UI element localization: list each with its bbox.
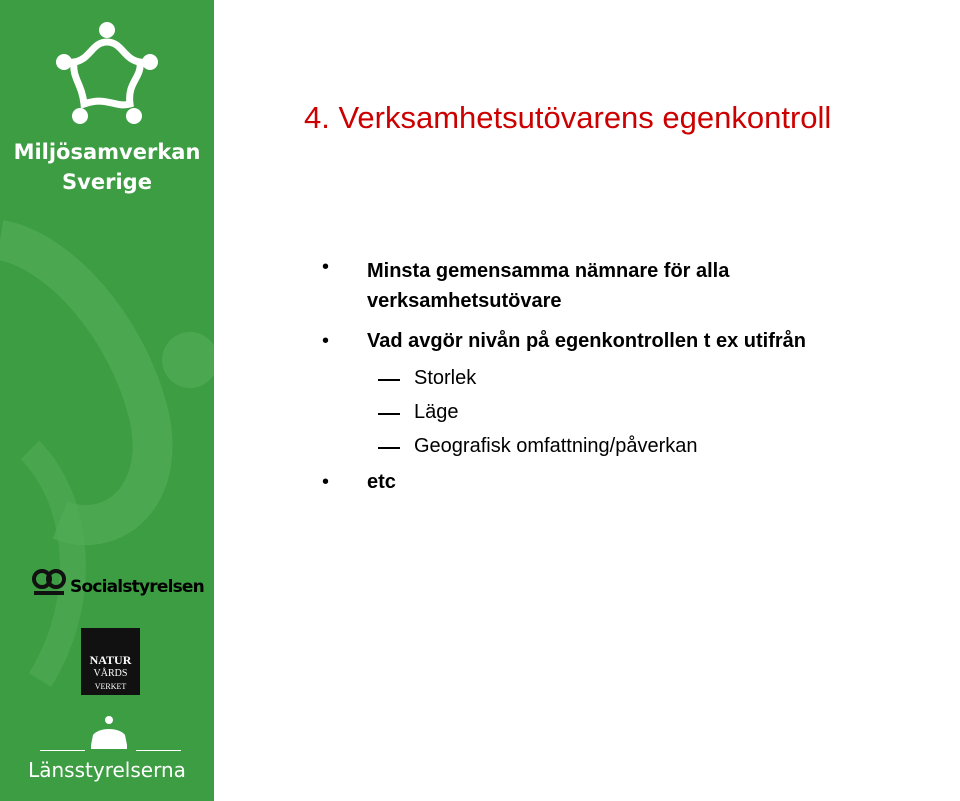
bullet-icon: • (322, 256, 330, 278)
flower-logo-icon (52, 20, 162, 130)
dash-icon (378, 379, 400, 381)
sub-item-text: Geografisk omfattning/påverkan (414, 435, 698, 457)
bullet-text: Minsta gemensamma nämnare för alla (367, 260, 730, 282)
org-name-line2: Sverige (62, 170, 152, 194)
bullet-icon: • (322, 471, 330, 493)
sub-item-text: Storlek (414, 367, 477, 389)
slide-title: 4. Verksamhetsutövarens egenkontroll (304, 100, 832, 135)
crown-icon (87, 715, 131, 749)
sidebar (0, 0, 214, 801)
partner2-line3: VERKET (94, 682, 127, 691)
sub-item-text: Läge (414, 401, 459, 423)
bullet-icon: • (322, 330, 330, 352)
bullet-text: Vad avgör nivån på egenkontrollen t ex utifrån (367, 330, 806, 352)
partner-socialstyrelsen: Socialstyrelsen (70, 577, 204, 597)
dash-icon (378, 447, 400, 449)
org-name-line1: Miljösamverkan (13, 140, 201, 164)
partner2-line1: NATUR (89, 653, 132, 667)
divider (136, 750, 181, 751)
partner2-line2: VÅRDS (93, 668, 128, 679)
bullet-text: verksamhetsutövare (367, 290, 562, 312)
dash-icon (378, 413, 400, 415)
naturvardsverket-logo (81, 628, 140, 695)
partner-lansstyrelserna: Länsstyrelserna (28, 758, 186, 782)
bullet-text: etc (367, 471, 396, 493)
divider (40, 750, 85, 751)
